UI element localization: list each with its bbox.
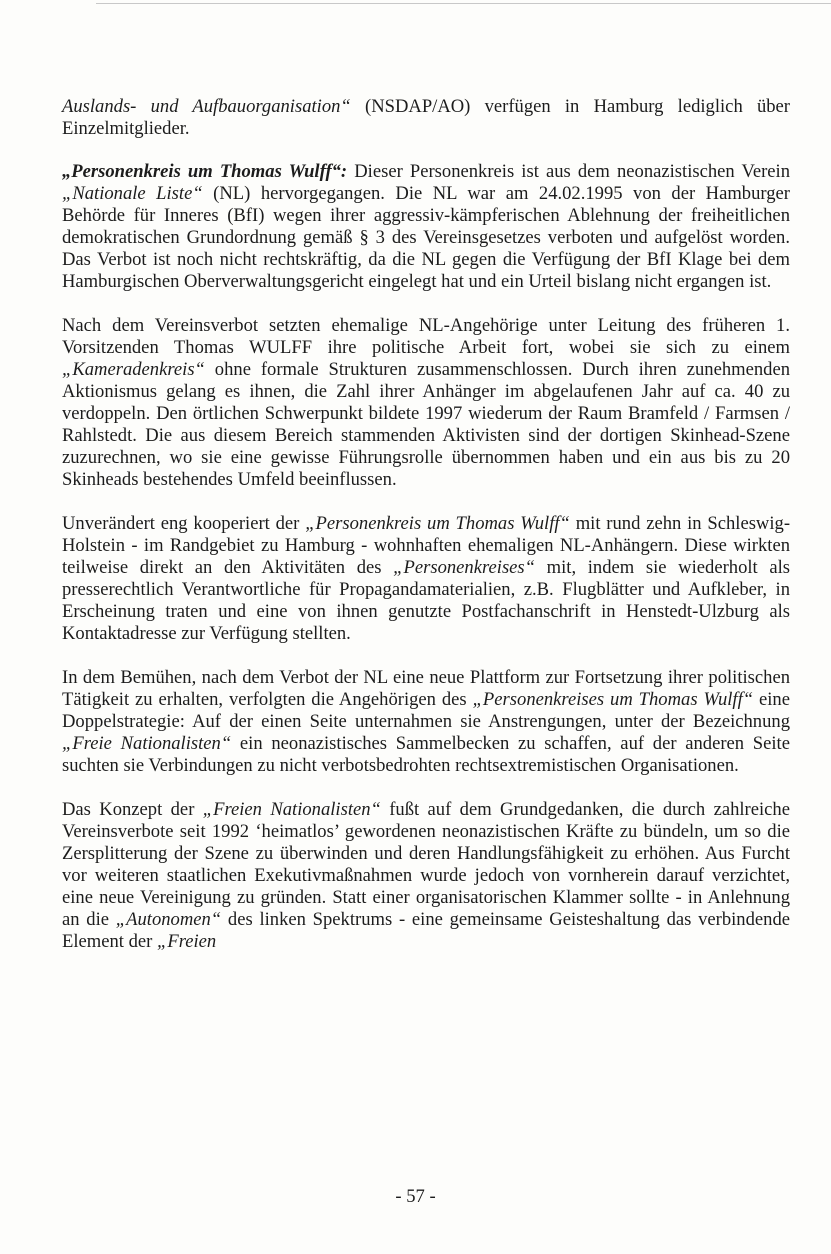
paragraph-text: Nach dem Vereinsverbot setzten ehemalige NL-Angehörige unter Leitung des früheren 1. Vorsitzenden Thomas WULFF ihre politische Arbeit fort, wobei sie sich zu einem (62, 315, 790, 358)
emphasis-personenkreises-um-thomas-wulff: „Personenkreises um Thomas Wulff“ (472, 689, 754, 710)
paragraph-text: mit rund zehn in Schleswig-Holstein - im Randgebiet zu Hamburg - wohnhaften ehemaligen NL-Anhängern. Diese wirkten teilweise direkt an den Aktivitäten des (62, 513, 791, 578)
paragraph-text: fußt auf dem Grundgedanken, die durch zahlreiche Vereinsverbote seit 1992 ‘heimatlos’ gewordenen neonazistischen Kräfte zu bündeln, um so die Zersplitterung der Szene zu überwinden und deren Handlungsfähigkeit zu erhöhen. Aus Furcht vor weiteren staatlichen Exekutivmaßnahmen wurde jedoch von vornherein darauf verzichtet, eine neue Vereinigung zu gründen. Statt einer organisatorischen Klammer sollte - in Anlehnung an die (62, 799, 790, 930)
paragraph-text: (NSDAP/AO) verfügen in Hamburg lediglich über Einzelmitglieder. (62, 96, 790, 139)
paragraph-konzept (62, 799, 790, 953)
paragraph-text: ohne formale Strukturen zusammenschlossen. Durch ihren zunehmenden Aktionismus gelang es ihnen, die Zahl ihrer Anhänger im abgelaufenen Jahr auf ca. 40 zu verdoppeln. Den örtlichen Schwerpunkt bildete 1997 wiederum der Raum Bramfeld / Farmsen / Rahlstedt. Die aus diesem Bereich stammenden Aktivisten sind der dortigen Skinhead-Szene zuzurechnen, wo sie eine gewisse Führungsrolle übernommen haben und ein aus bis zu 20 Skinheads bestehendes Umfeld beeinflussen. (62, 359, 790, 490)
page-number: - 57 - (395, 1186, 436, 1207)
paragraph-text: Unverändert eng kooperiert der (62, 513, 306, 534)
emphasis-freien: „Freien (157, 931, 217, 952)
scan-edge-line (96, 3, 831, 4)
paragraph-text: In dem Bemühen, nach dem Verbot der NL eine neue Plattform zur Fortsetzung ihrer politischen Tätigkeit zu erhalten, verfolgten die Angehörigen des (62, 667, 790, 710)
emphasis-personenkreises: „Personenkreises“ (393, 557, 536, 578)
paragraph-text: mit, indem sie wiederholt als presserechtlich Verantwortliche für Propagandamaterialien, z.B. Flugblätter und Aufkleber, in Erscheinung traten und eine von ihnen genutzte Postfachanschrift in Henstedt-Ulzburg als Kontaktadresse zur Verfügung stellten. (62, 557, 790, 644)
paragraph-text: ein neonazistisches Sammelbecken zu schaffen, auf der anderen Seite suchten sie Verbindungen zu nicht verbotsbedrohten rechtsextremistischen Organisationen. (62, 733, 790, 776)
section-heading-personenkreis: „Personenkreis um Thomas Wulff“: (62, 161, 348, 182)
paragraph-vereinsverbot (62, 315, 790, 491)
paragraph-text: Dieser Personenkreis ist aus dem neonazistischen Verein (347, 161, 790, 182)
emphasis-organisation-name: Auslands- und Aufbauorganisation“ (62, 96, 351, 117)
emphasis-nationale-liste: „Nationale Liste“ (62, 183, 203, 204)
emphasis-personenkreis: „Personenkreis um Thomas Wulff“ (305, 513, 570, 534)
paragraph-doppelstrategie (62, 667, 790, 777)
paragraph-text: (NL) hervorgegangen. Die NL war am 24.02.1995 von der Hamburger Behörde für Inneres (BfI) wegen ihrer aggressiv-kämpferischen Ablehnung der freiheitlichen demokratischen Grundordnung gemäß § 3 des Vereinsgesetzes verboten und aufgelöst worden. Das Verbot ist noch nicht rechtskräftig, da die NL gegen die Verfügung der BfI Klage bei dem Hamburgischen Oberverwaltungsgericht eingelegt hat und ein Urteil bislang nicht ergangen ist. (62, 183, 791, 292)
paragraph-nsdap-ao (62, 96, 790, 140)
paragraph-text: Das Konzept der (62, 799, 203, 820)
emphasis-kameradenkreis: „Kameradenkreis“ (62, 359, 205, 380)
paragraph-personenkreis (62, 161, 790, 293)
paragraph-kooperation (62, 513, 790, 645)
paragraph-text: des linken Spektrums - eine gemeinsame Geisteshaltung das verbindende Element der (62, 909, 790, 952)
emphasis-freie-nationalisten: „Freie Nationalisten“ (62, 733, 232, 754)
document-body (62, 96, 790, 975)
emphasis-autonomen: „Autonomen“ (115, 909, 222, 930)
emphasis-freien-nationalisten: „Freien Nationalisten“ (202, 799, 381, 820)
paragraph-text: eine Doppelstrategie: Auf der einen Seite unternahmen sie Anstrengungen, unter der Bezeichnung (62, 689, 790, 732)
